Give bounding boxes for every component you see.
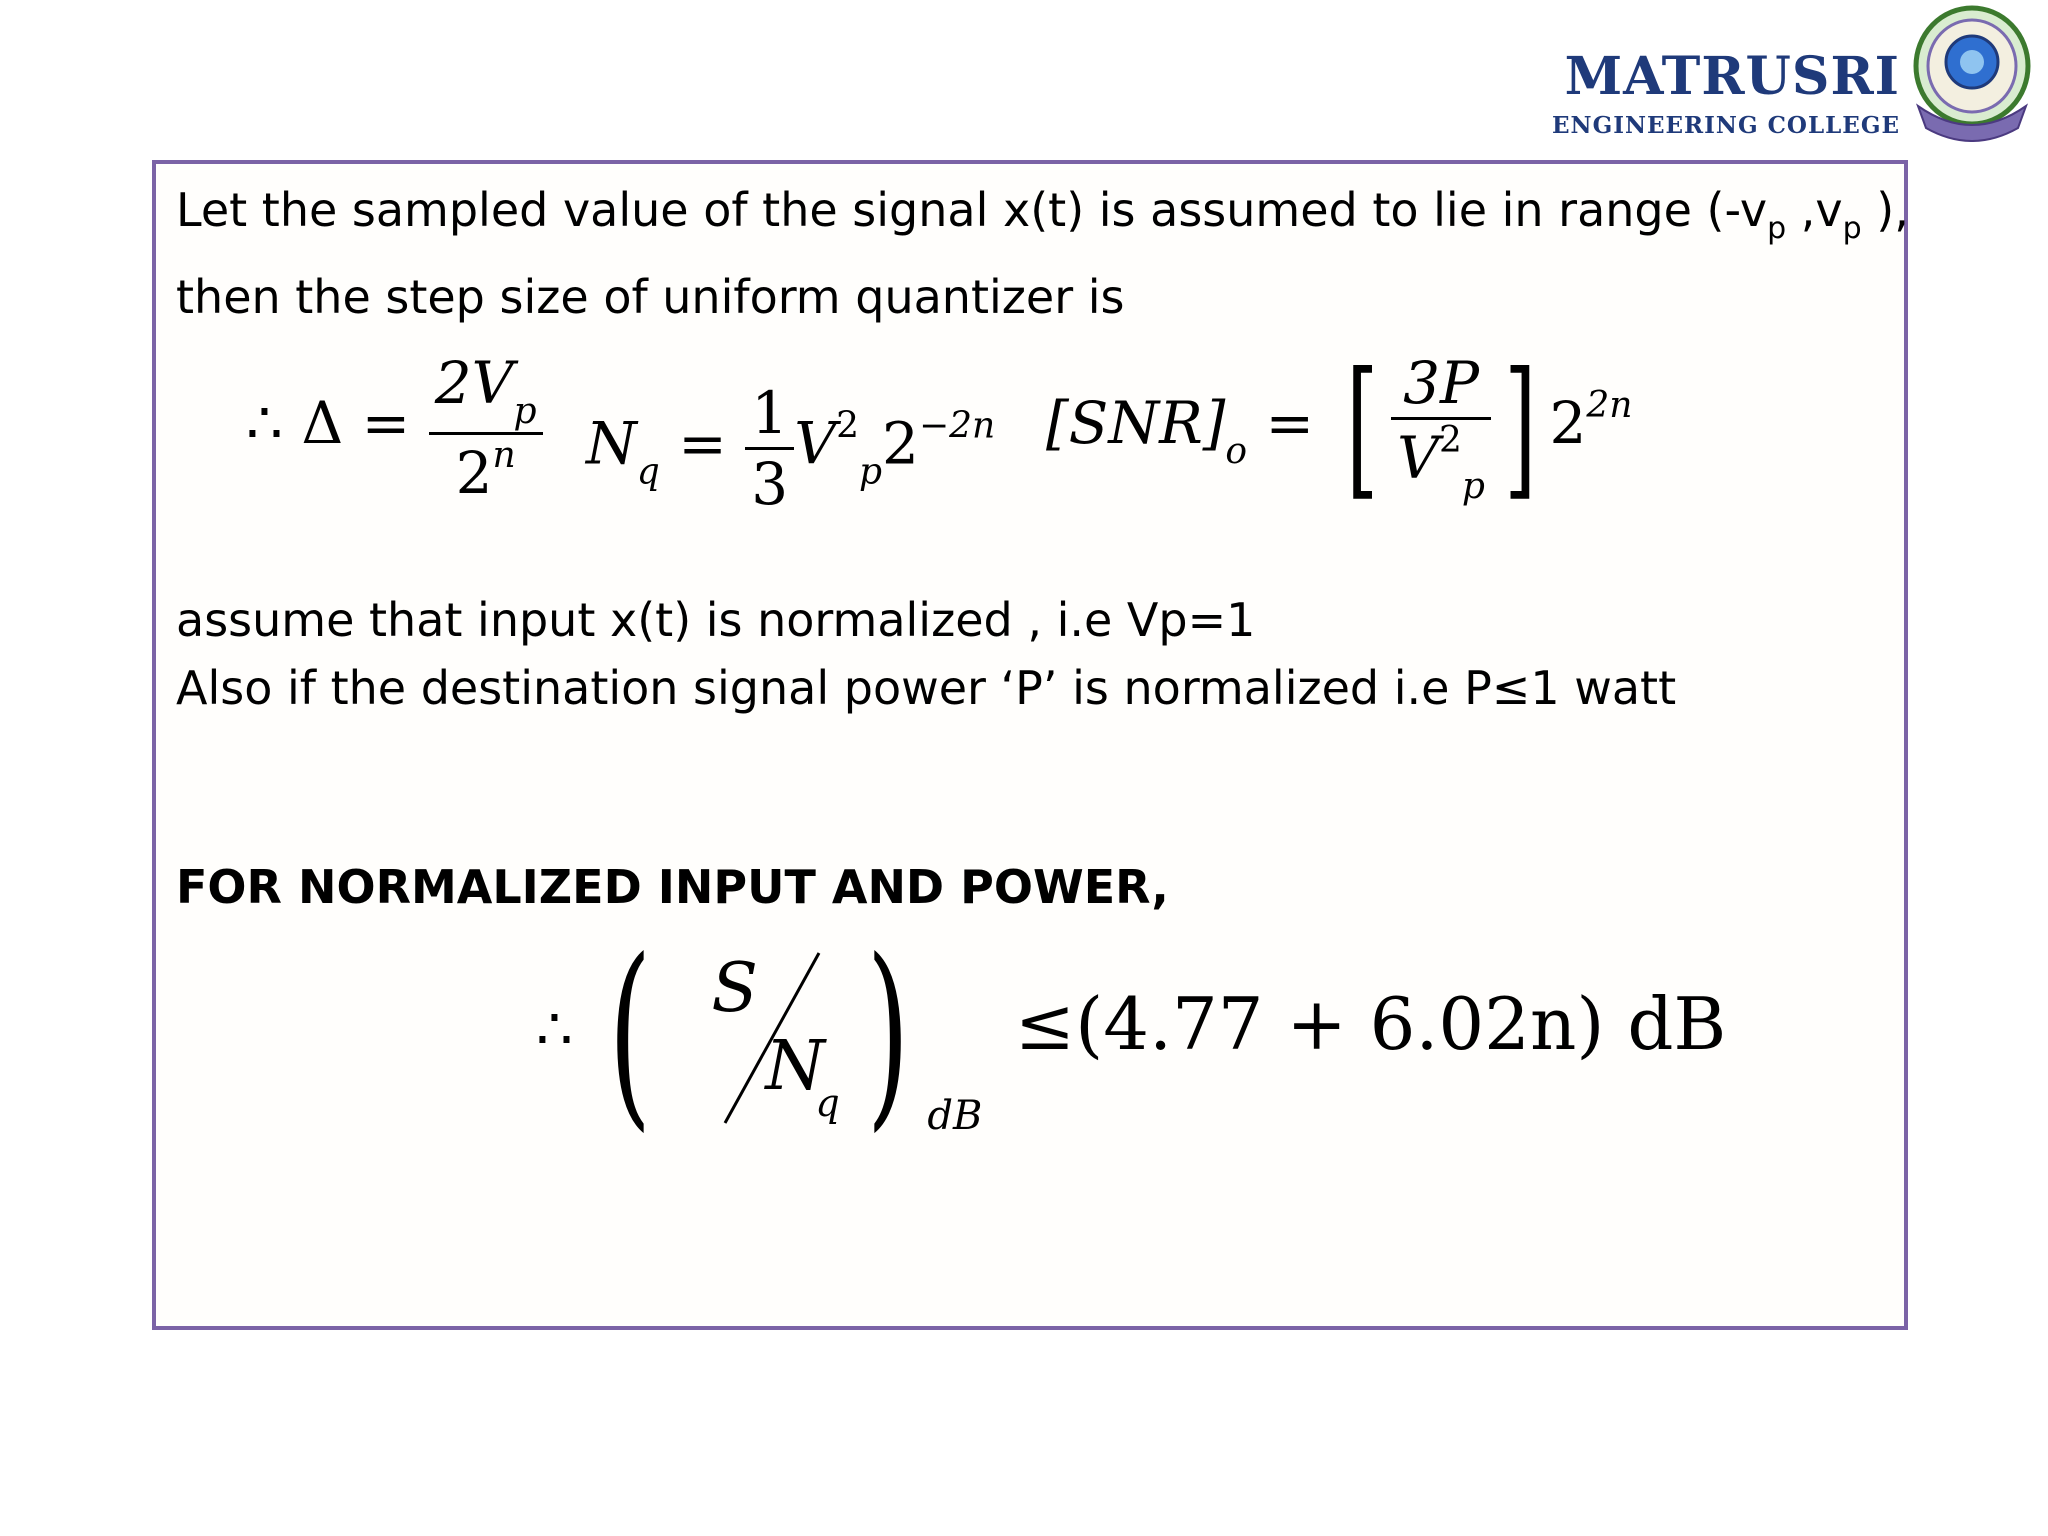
fraction: [745, 379, 794, 518]
logo-title: MATRUSRI: [1564, 46, 1900, 107]
formula-rhs: ≤(4.77 + 6.02n) dB: [1014, 982, 1727, 1067]
subscript: p: [513, 391, 537, 432]
formula-lhs: N: [586, 409, 637, 478]
college-logo: [1552, 40, 2040, 160]
superscript: 2: [836, 405, 859, 447]
normalization-line1: assume that input x(t) is normalized , i.e Vp=1: [176, 593, 1256, 647]
denominator: V: [1397, 424, 1440, 492]
noise-N: N: [765, 1027, 825, 1106]
superscript: 2n: [1586, 385, 1633, 427]
subscript: p: [1461, 466, 1485, 507]
formula-lhs: ∴ Δ =: [246, 389, 411, 458]
college-seal-icon: [1908, 4, 2036, 142]
left-paren: (: [608, 917, 652, 1150]
intro-paragraph: [176, 176, 1909, 331]
right-bracket: ]: [1504, 341, 1537, 515]
right-paren: ): [866, 917, 910, 1150]
snr-formula: [1046, 341, 1633, 515]
denominator: 2: [455, 439, 493, 507]
subscript-q: q: [815, 1081, 840, 1125]
therefore-symbol: ∴: [536, 995, 573, 1064]
final-snr-formula: [536, 917, 1727, 1150]
numerator: 3P: [1391, 349, 1491, 420]
base: 2: [1549, 389, 1587, 458]
superscript: 2: [1439, 420, 1462, 461]
superscript: −2n: [918, 405, 996, 447]
subscript-p: p: [1842, 211, 1862, 246]
intro-text-line2: then the step size of uniform quantizer is: [176, 270, 1125, 324]
left-bracket: [: [1345, 341, 1378, 515]
equals: =: [678, 409, 727, 478]
section-heading: FOR NORMALIZED INPUT AND POWER,: [176, 860, 1169, 914]
intro-text-part: ),: [1861, 183, 1909, 237]
subscript-db: dB: [927, 1093, 983, 1140]
equals: =: [1265, 389, 1315, 458]
numerator: 2V: [434, 349, 514, 417]
normalization-line2: Also if the destination signal power ‘P’ is normalized i.e P≤1 watt: [176, 661, 1677, 715]
denominator: 3: [751, 450, 789, 518]
subscript: o: [1225, 431, 1248, 473]
fraction: [429, 349, 543, 507]
superscript: n: [492, 435, 516, 476]
variable: V: [794, 409, 837, 478]
subscript-p: p: [1767, 211, 1787, 246]
logo-subtitle: ENGINEERING COLLEGE: [1552, 112, 1900, 139]
subscript: q: [636, 451, 660, 493]
base: 2: [882, 409, 919, 478]
formula-lhs: [SNR]: [1046, 389, 1226, 458]
signal-S: S: [711, 949, 758, 1028]
subscript: p: [858, 451, 883, 493]
step-size-formula: [246, 349, 543, 507]
content-frame: [152, 160, 1908, 1330]
intro-text-part: ,v: [1786, 183, 1843, 237]
numerator: 1: [745, 379, 794, 450]
normalization-paragraph: [176, 586, 1676, 722]
slash-fraction: [669, 939, 849, 1129]
intro-text-part: Let the sampled value of the signal x(t) is assumed to lie in range (-v: [176, 183, 1768, 237]
fraction: [1391, 349, 1491, 507]
quantization-noise-formula: [586, 379, 995, 518]
